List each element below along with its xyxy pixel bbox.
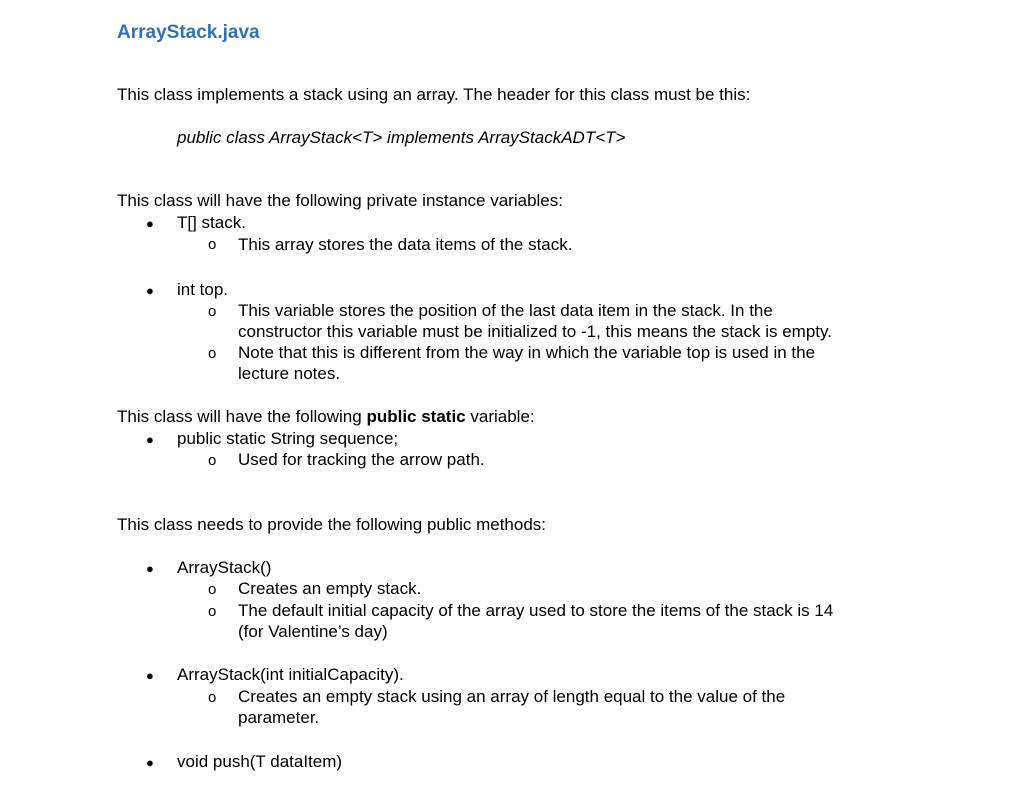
bullet-icon: ●: [146, 755, 154, 770]
class-header-code: public class ArrayStack<T> implements ArrayStackADT<T>: [177, 128, 626, 147]
sub-bullet-icon: o: [208, 452, 217, 469]
static-var-desc: Used for tracking the arrow path.: [238, 450, 485, 469]
methods-heading: This class needs to provide the following public methods:: [117, 515, 547, 534]
method-arraystack-desc2-line2: (for Valentine’s day): [238, 622, 388, 641]
bullet-icon: ●: [146, 216, 154, 231]
var-stack: T[] stack.: [177, 213, 246, 232]
static-var-heading: [117, 406, 535, 427]
static-heading-post: variable:: [465, 407, 535, 426]
method-arraystack-capacity-desc-line1: Creates an empty stack using an array of length equal to the value of the: [238, 687, 786, 706]
sub-bullet-icon: o: [208, 345, 217, 362]
var-top-note-line1: Note that this is different from the way in which the variable top is used in the: [238, 343, 816, 362]
method-arraystack-capacity: ArrayStack(int initialCapacity).: [177, 665, 404, 684]
var-stack-desc: This array stores the data items of the stack.: [238, 235, 573, 254]
sub-bullet-icon: o: [208, 303, 217, 320]
method-push: void push(T dataItem): [177, 752, 343, 771]
bullet-icon: ●: [146, 432, 154, 447]
var-top: int top.: [177, 280, 229, 299]
method-arraystack-desc1: Creates an empty stack.: [238, 579, 422, 598]
static-heading-bold: public static: [366, 407, 466, 426]
bullet-icon: ●: [146, 283, 154, 298]
document-title: ArrayStack.java: [117, 22, 260, 43]
sub-bullet-icon: o: [208, 236, 217, 253]
var-top-note-line2: lecture notes.: [238, 364, 341, 383]
method-arraystack-capacity-desc-line2: parameter.: [238, 708, 320, 727]
private-vars-heading: This class will have the following private instance variables:: [117, 191, 563, 210]
var-top-desc-line2: constructor this variable must be initialized to -1, this means the stack is empty.: [238, 322, 832, 341]
static-heading-pre: This class will have the following: [117, 407, 367, 426]
var-top-desc-line1: This variable stores the position of the last data item in the stack. In the: [238, 301, 773, 320]
sub-bullet-icon: o: [208, 603, 217, 620]
intro-text: This class implements a stack using an array. The header for this class must be this:: [117, 85, 751, 104]
bullet-icon: ●: [146, 561, 154, 576]
bullet-icon: ●: [146, 668, 154, 683]
static-var: public static String sequence;: [177, 429, 399, 448]
sub-bullet-icon: o: [208, 689, 217, 706]
method-arraystack-desc2-line1: The default initial capacity of the array used to store the items of the stack is 14: [238, 601, 834, 620]
method-arraystack: ArrayStack(): [177, 558, 272, 577]
sub-bullet-icon: o: [208, 581, 217, 598]
